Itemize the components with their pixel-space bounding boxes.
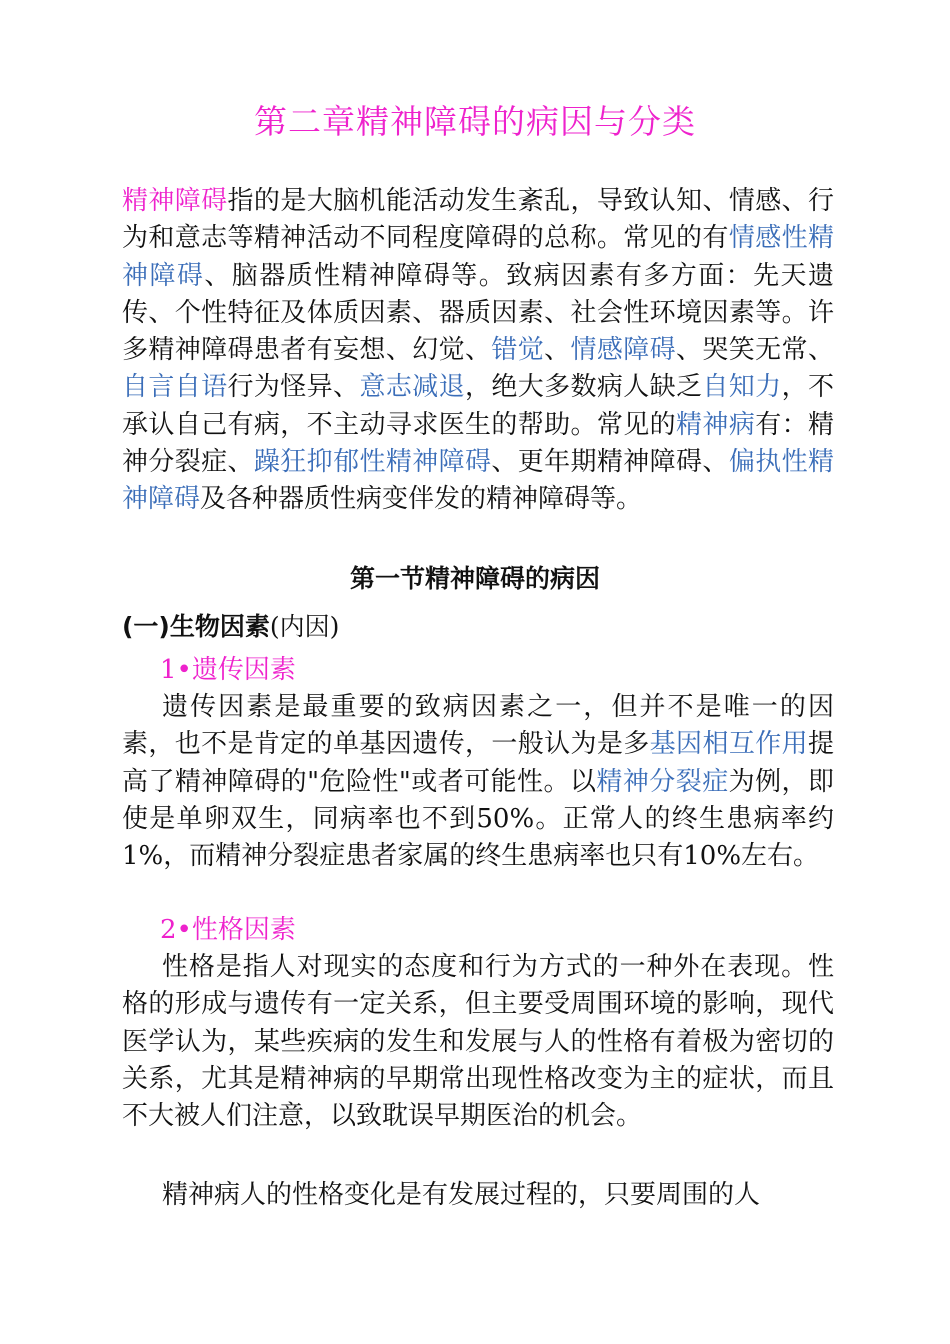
item2-paragraph-1 <box>122 949 834 1135</box>
chapter-title: 第二章精神障碍的病因与分类 <box>254 102 696 141</box>
item1-paragraph <box>122 689 834 875</box>
intro-text-10: 及各种器质性病变伴发的精神障碍等。 <box>200 484 643 515</box>
link-manic-depressive[interactable]: 躁狂抑郁性精神障碍 <box>253 447 492 478</box>
link-schizophrenia[interactable]: 精神分裂症 <box>596 766 729 797</box>
subsection-rest: (内因) <box>269 612 340 641</box>
link-insight[interactable]: 自知力 <box>702 372 782 403</box>
item2-text-2: 精神病人的性格变化是有发展过程的，只要周围的人 <box>162 1180 761 1210</box>
intro-text-5: 行为怪异、 <box>227 372 360 403</box>
intro-text-7: ，不承认自己有病，不主动寻求医生的帮助。常见的 <box>122 372 834 440</box>
link-affective-disorder[interactable]: 情感性精神障碍 <box>122 223 834 291</box>
item1-text-2: 提高了精神障碍的"危险性"或者可能性。以 <box>122 729 834 797</box>
link-gene-interaction[interactable]: 基因相互作用 <box>649 729 808 760</box>
intro-text-9: 、更年期精神障碍、 <box>491 447 729 478</box>
item2-text-1: 性格是指人对现实的态度和行为方式的一种外在表现。性格的形成与遗传有一定关系，但主要受周围环境的影响，现代医学认为，某些疾病的发生和发展与人的性格有着极为密切的关系，尤其是精神病的早期常出现性格改变为主的症状，而且不大被人们注意，以致耽误早期医治的机会。 <box>122 952 834 1132</box>
term-mental-disorder: 精神障碍 <box>122 186 228 216</box>
intro-text-3: 、 <box>544 335 571 366</box>
link-illusion[interactable]: 错觉 <box>491 335 545 366</box>
intro-text-6: ，绝大多数病人缺乏 <box>464 372 703 403</box>
link-paranoid-disorder[interactable]: 偏执性精神障碍 <box>122 447 834 515</box>
subsection-heading <box>122 609 339 645</box>
item2-heading: 2•性格因素 <box>160 915 296 945</box>
item1-heading: 1•遗传因素 <box>160 655 296 685</box>
intro-text-4: 、哭笑无常、 <box>676 335 834 366</box>
intro-text-1: 指的是大脑机能活动发生紊乱，导致认知、情感、行为和意志等精神活动不同程度障碍的总称。常见的有 <box>122 186 834 254</box>
intro-text-8: 有：精神分裂症、 <box>122 409 834 478</box>
item1-text-1: 遗传因素是最重要的致病因素之一，但并不是唯一的因素，也不是肯定的单基因遗传，一般认为是多 <box>122 692 834 760</box>
link-psychosis[interactable]: 精神病 <box>676 409 756 440</box>
intro-text-2: 、脑器质性精神障碍等。致病因素有多方面：先天遗传、个性特征及体质因素、器质因素、社会性环境因素等。许多精神障碍患者有妄想、幻觉、 <box>122 260 834 366</box>
subsection-bold: (一)生物因素 <box>122 612 270 641</box>
link-abulia[interactable]: 意志减退 <box>359 372 465 403</box>
intro-paragraph <box>122 183 834 519</box>
section-title: 第一节精神障碍的病因 <box>349 564 600 593</box>
link-emotional-disorder[interactable]: 情感障碍 <box>570 335 677 366</box>
item1-text-3: 为例，即使是单卵双生，同病率也不到50%。正常人的终生患病率约1%，而精神分裂症患者家属的终生患病率也只有10%左右。 <box>122 766 834 872</box>
link-soliloquy[interactable]: 自言自语 <box>122 372 228 403</box>
item2-paragraph-2 <box>122 1177 834 1214</box>
